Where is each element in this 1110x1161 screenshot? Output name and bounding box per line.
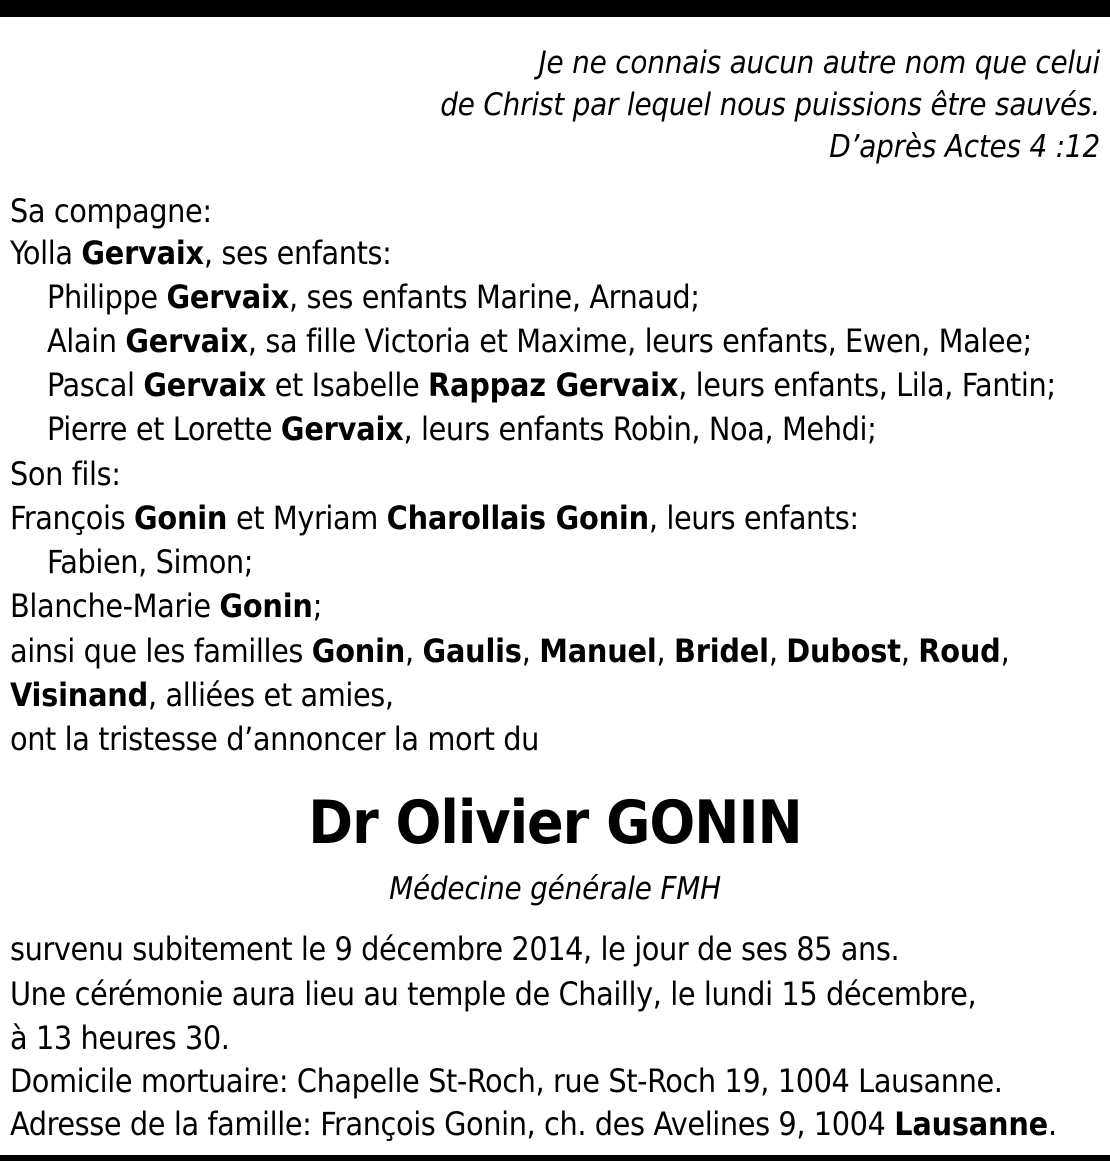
ceremony-line-1: Une cérémonie aura lieu au temple de Chailly, le lundi 15 décembre, <box>10 975 977 1013</box>
line-familles: ainsi que les familles Gonin, Gaulis, Manuel, Bridel, Dubost, Roud, <box>10 632 1010 670</box>
line-yolla: Yolla Gervaix, ses enfants: <box>10 234 392 272</box>
address-line: Adresse de la famille: François Gonin, ch. des Avelines 9, 1004 Lausanne. <box>10 1105 1057 1143</box>
death-line: survenu subitement le 9 décembre 2014, le jour de ses 85 ans. <box>10 930 900 968</box>
line-pierre: Pierre et Lorette Gervaix, leurs enfants Robin, Noa, Mehdi; <box>47 410 877 448</box>
epigraph-line-1: Je ne connais aucun autre nom que celui <box>538 45 1100 81</box>
line-alain: Alain Gervaix, sa fille Victoria et Maxime, leurs enfants, Ewen, Malee; <box>47 322 1032 360</box>
bottom-rule <box>0 1155 1110 1161</box>
line-visinand: Visinand, alliées et amies, <box>10 676 394 714</box>
compagne-label: Sa compagne: <box>10 192 212 230</box>
deceased-profession: Médecine générale FMH <box>389 871 721 907</box>
epigraph-reference: D’après Actes 4 :12 <box>829 129 1100 165</box>
fils-label: Son fils: <box>10 455 121 493</box>
deceased-name: Dr Olivier GONIN <box>308 788 802 858</box>
ceremony-line-2: à 13 heures 30. <box>10 1019 230 1057</box>
line-blanche-marie: Blanche-Marie Gonin; <box>10 587 322 625</box>
domicile-line: Domicile mortuaire: Chapelle St-Roch, rue St-Roch 19, 1004 Lausanne. <box>10 1062 1003 1100</box>
line-philippe: Philippe Gervaix, ses enfants Marine, Arnaud; <box>47 278 700 316</box>
announce-line: ont la tristesse d’annoncer la mort du <box>10 720 539 758</box>
line-pascal: Pascal Gervaix et Isabelle Rappaz Gervaix, leurs enfants, Lila, Fantin; <box>47 366 1056 404</box>
epigraph-line-2: de Christ par lequel nous puissions être sauvés. <box>440 87 1100 123</box>
line-francois-children: Fabien, Simon; <box>47 543 254 581</box>
line-francois: François Gonin et Myriam Charollais Gonin, leurs enfants: <box>10 499 859 537</box>
